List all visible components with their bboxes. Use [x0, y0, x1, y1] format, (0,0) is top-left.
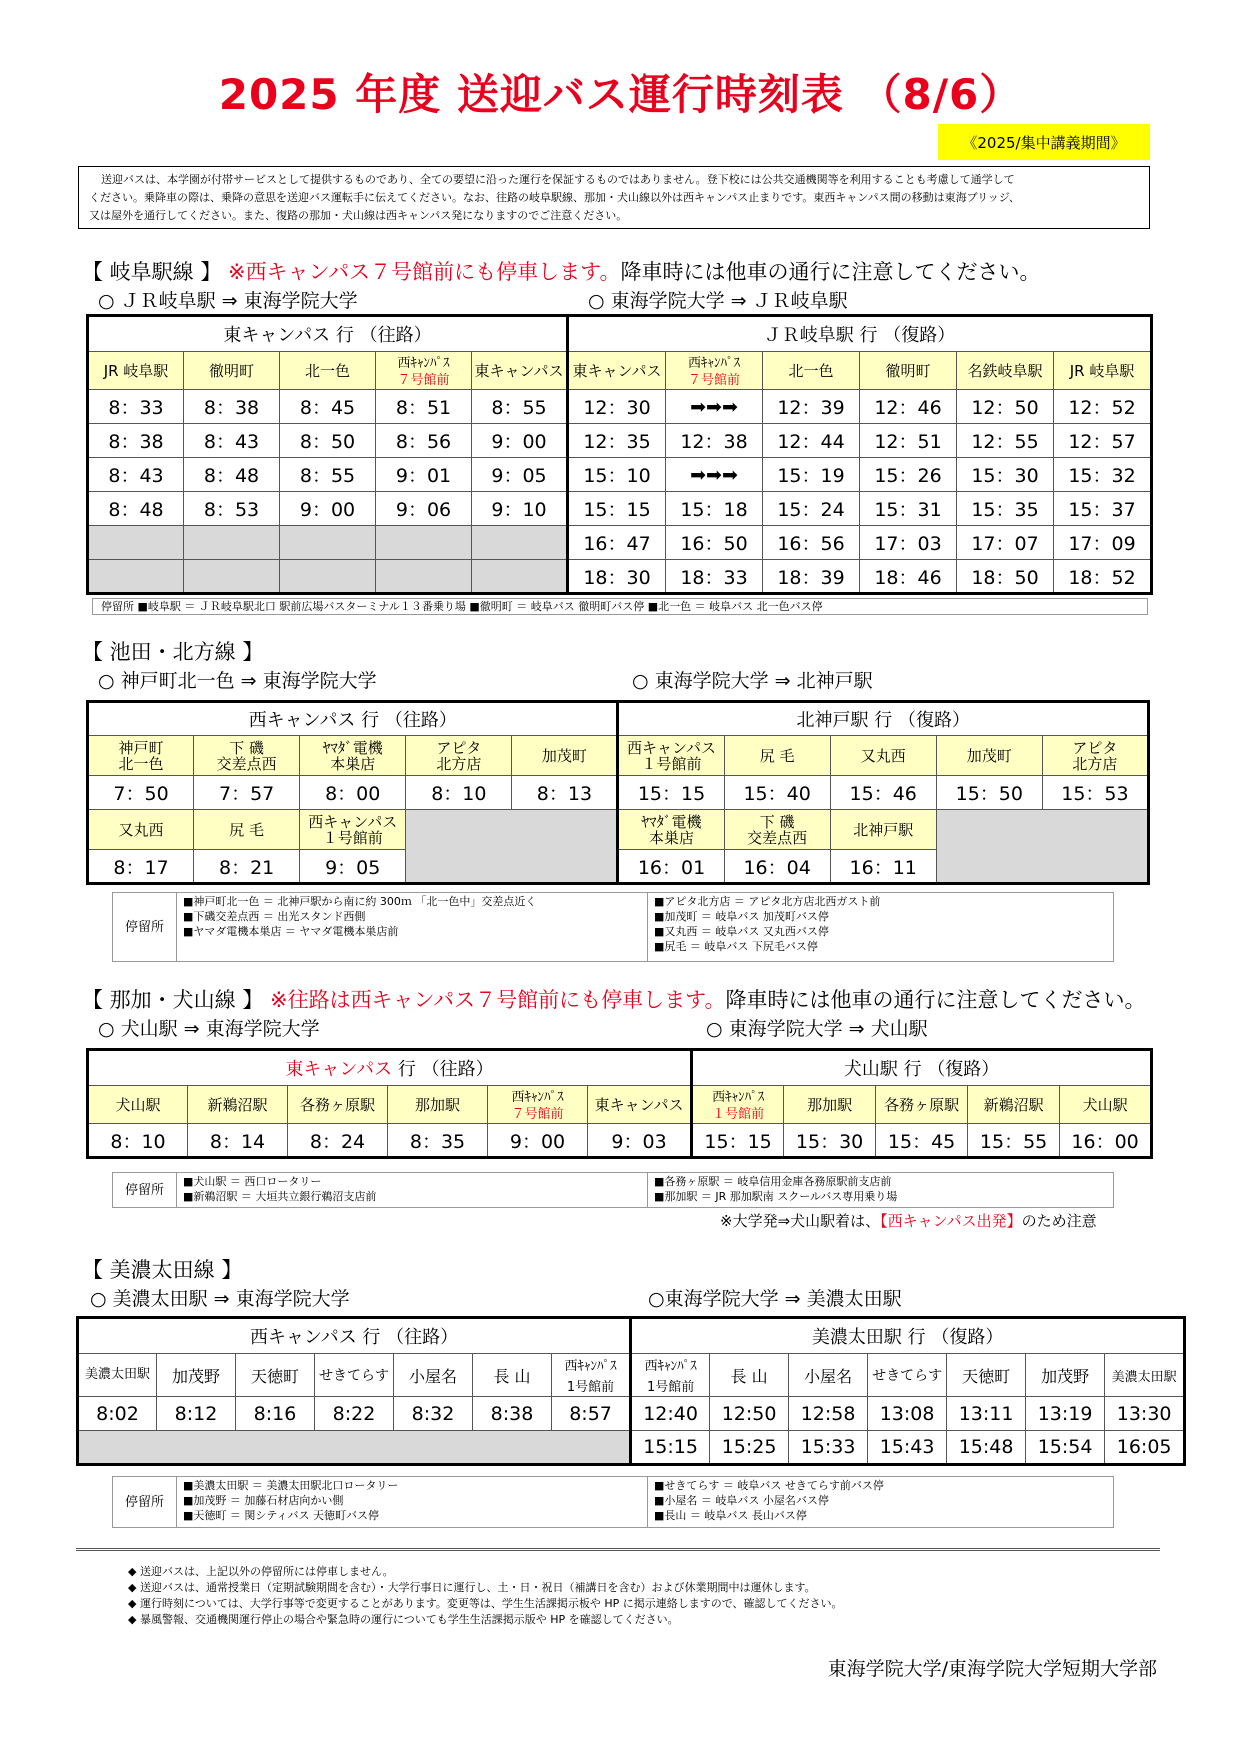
stop-name-line: 北神戸駅 [853, 820, 914, 839]
stops-left [177, 1173, 647, 1207]
stop-name-line: 西キャンパス [308, 812, 398, 831]
stop-name: 各務ヶ原駅 [288, 1086, 388, 1124]
time-cell: 9：01 [376, 458, 472, 492]
stop-name [376, 352, 472, 390]
stop-name-line2: １号館前 [641, 754, 702, 773]
time-cell: 15：15 [618, 776, 724, 810]
time-cell: 16：50 [666, 526, 763, 560]
time-cell: 12：57 [1054, 424, 1152, 458]
time-cell: 8:32 [394, 1397, 473, 1431]
time-cell: 8:16 [236, 1397, 315, 1431]
naka-note: 降車時には他車の通行に注意してください。 [725, 988, 1146, 1012]
naka-heading [82, 984, 1146, 1014]
stop-name-line2: 本巣店 [330, 754, 376, 773]
time-cell: 15：31 [860, 492, 957, 526]
stop-entry: ■せきてらす ＝ 岐阜バス せきてらす前バス停 [654, 1479, 884, 1492]
stops-right [647, 1477, 890, 1527]
stop-name [830, 810, 936, 850]
time-cell: 15：30 [957, 458, 1054, 492]
stop-name: せきてらす [868, 1354, 947, 1397]
stop-name: 天徳町 [236, 1354, 315, 1397]
time-cell: 15：19 [763, 458, 860, 492]
stop-name-line: 西ｷｬﾝﾊﾟｽ [712, 1089, 765, 1105]
time-cell: 8：50 [280, 424, 376, 458]
stop-name: 徹明町 [184, 352, 280, 390]
mino-heading: 【 美濃太田線 】 [82, 1258, 243, 1282]
stop-name-line2: ７号館前 [397, 372, 450, 388]
time-cell: 8:02 [78, 1397, 157, 1431]
empty-cell [88, 526, 184, 560]
time-cell: 12：38 [666, 424, 763, 458]
stop-entry: ■加茂町 ＝ 岐阜バス 加茂町バス停 [654, 910, 829, 923]
naka-out-header-rest: 行 （往路） [392, 1059, 494, 1080]
time-cell: 9：05 [472, 458, 568, 492]
empty-cell [88, 560, 184, 594]
stop-entry: ■アピタ北方店 ＝ アピタ北方店北西ガスト前 [654, 895, 881, 908]
time-cell: 15:48 [947, 1431, 1026, 1465]
stop-entry: ■小屋名 ＝ 岐阜バス 小屋名バス停 [654, 1494, 829, 1507]
stop-name [488, 1086, 588, 1124]
empty-cell [936, 810, 1148, 884]
stop-entry: ■新鵜沼駅 ＝ 大垣共立銀行鵜沼支店前 [183, 1190, 377, 1203]
stop-name: 天徳町 [947, 1354, 1026, 1397]
naka-dir-ret: ○ 東海学院大学 ⇒ 犬山駅 [706, 1018, 928, 1040]
time-cell: 12：55 [957, 424, 1054, 458]
bullet-item: ◆ 暴風警報、交通機関運行停止の場合や緊急時の運行についても学生生活課掲示版や HP を確認してください。 [128, 1613, 679, 1626]
time-cell: 16：11 [830, 850, 936, 884]
empty-cell [280, 526, 376, 560]
stop-name-line: 又丸西 [860, 746, 906, 765]
time-cell: 15:33 [789, 1431, 868, 1465]
empty-cell [184, 560, 280, 594]
stop-name: 徹明町 [860, 352, 957, 390]
time-cell: 18：46 [860, 560, 957, 594]
stop-name-line2: 北方店 [436, 754, 482, 773]
stop-name-line2: 北方店 [1072, 754, 1118, 773]
stop-entry: ■長山 ＝ 岐阜バス 長山バス停 [654, 1509, 807, 1522]
time-cell: 12:40 [631, 1397, 710, 1431]
stop-name [406, 736, 512, 776]
stops-left [177, 1477, 647, 1527]
time-cell: 15:15 [631, 1431, 710, 1465]
empty-cell [472, 560, 568, 594]
time-cell: 8：55 [280, 458, 376, 492]
stop-name: 美濃太田駅 [78, 1354, 157, 1397]
stop-entry: ■天徳町 ＝ 関シティバス 天徳町バス停 [183, 1509, 380, 1522]
time-cell: 15：37 [1054, 492, 1152, 526]
time-cell: 15：10 [568, 458, 666, 492]
time-cell: 12：52 [1054, 390, 1152, 424]
stop-name-line: ﾔﾏﾀﾞ電機 [322, 738, 383, 757]
stop-name-line2: 交差点西 [216, 754, 277, 773]
time-cell: 12：30 [568, 390, 666, 424]
stop-name [618, 736, 724, 776]
time-cell: 9：03 [588, 1124, 692, 1158]
time-cell: 15：40 [724, 776, 830, 810]
gifu-dir-out: ○ ＪＲ岐阜駅 ⇒ 東海学院大学 [98, 290, 358, 312]
bullet-item: ◆ 送迎バスは、通常授業日（定期試験期間を含む）・大学行事日に運行し、土・日・祝日（補講日を含む）および休業期間中は運休します。 [128, 1581, 816, 1594]
time-cell: 8：38 [88, 424, 184, 458]
notice-line: ください。乗降車の際は、乗降の意思を送迎バス運転手に伝えてください。なお、往路の岐阜駅線、那加・犬山線以外は西キャンパス止まりです。東西キャンパス間の移動は東海ブリッジ、 [89, 191, 1020, 204]
stop-name [512, 736, 618, 776]
time-cell: 18：52 [1054, 560, 1152, 594]
time-cell: 12：51 [860, 424, 957, 458]
time-cell: 17：07 [957, 526, 1054, 560]
stop-name-line2: 交差点西 [747, 828, 808, 847]
ikeda-dir-ret: ○ 東海学院大学 ⇒ 北神戸駅 [632, 670, 873, 692]
mino-ret-header: 美濃太田駅 行 （復路） [631, 1318, 1185, 1354]
time-cell: 8：13 [512, 776, 618, 810]
stop-name-line2: １号館前 [322, 828, 383, 847]
ikeda-heading: 【 池田・北方線 】 [82, 640, 264, 664]
stop-name-line: 神戸町 [118, 738, 164, 757]
empty-cell [472, 526, 568, 560]
time-cell: 15：45 [876, 1124, 968, 1158]
time-cell: 15：50 [936, 776, 1042, 810]
stop-name [936, 736, 1042, 776]
naka-ret-header: 犬山駅 行 （復路） [692, 1050, 1152, 1086]
stop-name: 那加駅 [388, 1086, 488, 1124]
stop-name: JR 岐阜駅 [88, 352, 184, 390]
stop-entry: ■尻毛 ＝ 岐阜バス 下尻毛バス停 [654, 940, 818, 953]
time-cell: 8：48 [184, 458, 280, 492]
empty-cell [280, 560, 376, 594]
stop-name [88, 736, 194, 776]
naka-note-red: ※往路は西キャンパス７号館前にも停車します。 [270, 988, 726, 1012]
time-cell: 8：17 [88, 850, 194, 884]
notice-line: 又は屋外を通行してください。また、復路の那加・犬山線は西キャンパス発になりますのでご注意ください。 [89, 209, 628, 222]
caution-post: のため注意 [1021, 1212, 1097, 1230]
mino-out-header: 西キャンパス 行 （往路） [78, 1318, 631, 1354]
stop-name: 那加駅 [784, 1086, 876, 1124]
gifu-ret-header: ＪＲ岐阜駅 行 （復路） [568, 316, 1152, 352]
time-cell: 17：03 [860, 526, 957, 560]
time-cell: 8：43 [88, 458, 184, 492]
time-cell: 17：09 [1054, 526, 1152, 560]
time-cell: 13:11 [947, 1397, 1026, 1431]
stop-name: 各務ヶ原駅 [876, 1086, 968, 1124]
stop-name: 新鵜沼駅 [188, 1086, 288, 1124]
stop-entry: ■下磯交差点西 ＝ 出光スタンド西側 [183, 910, 366, 923]
stop-entry: ■加茂野 ＝ 加藤石材店向かい側 [183, 1494, 344, 1507]
time-cell: 12:50 [710, 1397, 789, 1431]
time-cell: 16:05 [1105, 1431, 1185, 1465]
time-cell: ➡➡➡ [666, 390, 763, 424]
stop-name [692, 1086, 784, 1124]
ikeda-dir-out: ○ 神戸町北一色 ⇒ 東海学院大学 [98, 670, 377, 692]
time-cell: 18：39 [763, 560, 860, 594]
time-cell: 15：53 [1042, 776, 1148, 810]
stop-name-line: 加茂町 [966, 746, 1012, 765]
time-cell: 9：06 [376, 492, 472, 526]
naka-dir-out: ○ 犬山駅 ⇒ 東海学院大学 [98, 1018, 320, 1040]
stop-name: 長 山 [473, 1354, 552, 1397]
time-cell: 8：55 [472, 390, 568, 424]
time-cell: 8：33 [88, 390, 184, 424]
time-cell: 8:57 [552, 1397, 631, 1431]
stop-entry: ■各務ヶ原駅 ＝ 岐阜信用金庫各務原駅前支店前 [654, 1175, 892, 1188]
bullet-notes [128, 1564, 843, 1628]
stops-label: 停留所 [113, 1173, 177, 1207]
time-cell: 9：00 [472, 424, 568, 458]
stop-entry: ■美濃太田駅 ＝ 美濃太田駅北口ロータリー [183, 1479, 399, 1492]
time-cell: 15:43 [868, 1431, 947, 1465]
time-cell: 9：05 [300, 850, 406, 884]
time-cell: 12：35 [568, 424, 666, 458]
time-cell: 16：04 [724, 850, 830, 884]
stop-name [631, 1354, 710, 1397]
stop-name: 犬山駅 [1060, 1086, 1152, 1124]
time-cell: 12：44 [763, 424, 860, 458]
time-cell: 8：14 [188, 1124, 288, 1158]
caution-pre: ※大学発⇒犬山駅着は、 [720, 1212, 881, 1230]
stop-name: JR 岐阜駅 [1054, 352, 1152, 390]
time-cell: 8：24 [288, 1124, 388, 1158]
time-cell: 15：35 [957, 492, 1054, 526]
mino-stops-box [112, 1476, 1114, 1528]
stop-name-line: アピタ [436, 738, 482, 757]
time-cell: 8：48 [88, 492, 184, 526]
stop-entry: ■神戸町北一色 ＝ 北神戸駅から南に約 300ｍ 「北一色中」交差点近く [183, 895, 537, 908]
time-cell: 8:12 [157, 1397, 236, 1431]
gifu-timetable [86, 314, 1153, 595]
gifu-stops-note: 停留所 ■岐阜駅 ＝ ＪＲ岐阜駅北口 駅前広場バスターミナル１３番乗り場 ■徹明町 ＝ 岐阜バス 徹明町バス停 ■北一色 ＝ 岐阜バス 北一色バス停 [92, 598, 1148, 615]
empty-cell [184, 526, 280, 560]
bullet-item: ◆ 運行時刻については、大学行事等で変更することがあります。変更等は、学生生活課掲示板や HP に掲示連絡しますので、確認してください。 [128, 1597, 843, 1610]
ikeda-ret-header: 北神戸駅 行 （復路） [618, 702, 1149, 736]
time-cell: 15：18 [666, 492, 763, 526]
stop-name [300, 736, 406, 776]
time-cell: 7：57 [194, 776, 300, 810]
stops-right [647, 893, 886, 961]
ikeda-timetable [86, 700, 1150, 885]
stop-name: 新鵜沼駅 [968, 1086, 1060, 1124]
period-badge: 《2025/集中講義期間》 [938, 124, 1150, 160]
naka-stops-box [112, 1172, 1114, 1208]
stop-name: 長 山 [710, 1354, 789, 1397]
naka-out-header-red: 東キャンパス [285, 1059, 393, 1080]
stop-name-line2: 北一色 [118, 754, 164, 773]
stop-name-line: 西ｷｬﾝﾊﾟｽ [644, 1359, 697, 1374]
stops-label: 停留所 [113, 1477, 177, 1527]
caution-red: 【西キャンパス出発】 [880, 1212, 1022, 1230]
time-cell: 15:54 [1026, 1431, 1105, 1465]
stop-name: 北一色 [280, 352, 376, 390]
time-cell: 15：15 [568, 492, 666, 526]
ikeda-stops-box [112, 892, 1114, 962]
time-cell: 12：46 [860, 390, 957, 424]
stop-entry: ■犬山駅 ＝ 西口ロータリー [183, 1175, 322, 1188]
stop-name-line: 西ｷｬﾝﾊﾟｽ [511, 1089, 564, 1105]
stop-name: せきてらす [315, 1354, 394, 1397]
naka-caution [720, 1210, 1097, 1231]
time-cell: 12：50 [957, 390, 1054, 424]
stop-name-line2: 本巣店 [649, 828, 695, 847]
gifu-dir-ret: ○ 東海学院大学 ⇒ ＪＲ岐阜駅 [588, 290, 848, 312]
empty-cell [78, 1431, 631, 1465]
time-cell: 8:22 [315, 1397, 394, 1431]
stop-name-line: ﾔﾏﾀﾞ電機 [641, 812, 702, 831]
stop-name: 加茂野 [157, 1354, 236, 1397]
stop-name [830, 736, 936, 776]
notice-line: 送迎バスは、本学園が付帯サービスとして提供するものであり、全ての要望に沿った運行を保証するものではありません。登下校には公共交通機関等を利用することも考慮して通学して [101, 173, 1015, 186]
stop-name: 犬山駅 [88, 1086, 188, 1124]
time-cell: 13:30 [1105, 1397, 1185, 1431]
time-cell: 8：35 [388, 1124, 488, 1158]
stop-name: 小屋名 [394, 1354, 473, 1397]
time-cell: 16：00 [1060, 1124, 1152, 1158]
stop-name: 加茂野 [1026, 1354, 1105, 1397]
time-cell: 8:38 [473, 1397, 552, 1431]
gifu-heading [82, 256, 1041, 286]
time-cell: 9：10 [472, 492, 568, 526]
page-title: 2025 年度 送迎バス運行時刻表 （8/6） [218, 70, 1023, 119]
footer-org: 東海学院大学/東海学院大学短期大学部 [827, 1658, 1157, 1680]
time-cell: 9：00 [280, 492, 376, 526]
time-cell: 8：53 [184, 492, 280, 526]
stop-name-line: 加茂町 [541, 746, 587, 765]
stop-name-line: 西ｷｬﾝﾊﾟｽ [564, 1359, 617, 1374]
stops-right [647, 1173, 903, 1207]
time-cell: 16：47 [568, 526, 666, 560]
time-cell: 15：26 [860, 458, 957, 492]
time-cell: 16：01 [618, 850, 724, 884]
time-cell: ➡➡➡ [666, 458, 763, 492]
time-cell: 12:58 [789, 1397, 868, 1431]
notice-box [78, 166, 1150, 229]
time-cell: 8：43 [184, 424, 280, 458]
stop-name: 東キャンパス [568, 352, 666, 390]
stop-name-line: 尻 毛 [229, 820, 265, 839]
stop-name: 名鉄岐阜駅 [957, 352, 1054, 390]
bullet-item: ◆ 送迎バスは、上記以外の停留所には停車しません。 [128, 1565, 394, 1578]
stop-name [666, 352, 763, 390]
naka-title: 【 那加・犬山線 】 [82, 988, 264, 1012]
stop-name-line: 下 磯 [759, 812, 795, 831]
stop-name-line2: １号館前 [712, 1106, 765, 1122]
stops-left [177, 893, 647, 961]
stop-name [552, 1354, 631, 1397]
divider [76, 1548, 1160, 1551]
stop-name-line: 又丸西 [118, 820, 164, 839]
stop-name: 東キャンパス [472, 352, 568, 390]
stop-name: 美濃太田駅 [1105, 1354, 1185, 1397]
time-cell: 8：10 [88, 1124, 188, 1158]
stop-name [618, 810, 724, 850]
empty-cell [376, 526, 472, 560]
stop-name-line2: ７号館前 [511, 1106, 564, 1122]
time-cell: 8：00 [300, 776, 406, 810]
stop-name-line2: 1号館前 [646, 1380, 695, 1395]
stop-name-line2: ７号館前 [688, 372, 741, 388]
gifu-title: 【 岐阜駅線 】 [82, 260, 222, 284]
time-cell: 15：24 [763, 492, 860, 526]
time-cell: 16：56 [763, 526, 860, 560]
stops-label: 停留所 [113, 893, 177, 961]
stop-name: 北一色 [763, 352, 860, 390]
time-cell: 18：33 [666, 560, 763, 594]
stop-name [1042, 736, 1148, 776]
time-cell: 8：38 [184, 390, 280, 424]
time-cell: 8：51 [376, 390, 472, 424]
stop-name-line: 下 磯 [229, 738, 265, 757]
time-cell: 18：50 [957, 560, 1054, 594]
mino-timetable [76, 1316, 1186, 1466]
stop-name: 東キャンパス [588, 1086, 692, 1124]
stop-name-line: 尻 毛 [759, 746, 795, 765]
stop-name [724, 736, 830, 776]
time-cell: 12：39 [763, 390, 860, 424]
stop-name [300, 810, 406, 850]
stop-name [88, 810, 194, 850]
empty-cell [376, 560, 472, 594]
time-cell: 7：50 [88, 776, 194, 810]
mino-dir-ret: ○東海学院大学 ⇒ 美濃太田駅 [648, 1288, 902, 1310]
time-cell: 8：45 [280, 390, 376, 424]
naka-out-header [88, 1050, 692, 1086]
stop-name [194, 810, 300, 850]
gifu-note-red: ※西キャンパス７号館前にも停車します。 [228, 260, 621, 284]
stop-name-line: 西キャンパス [627, 738, 716, 757]
time-cell: 15：46 [830, 776, 936, 810]
time-cell: 15：55 [968, 1124, 1060, 1158]
ikeda-out-header: 西キャンパス 行 （往路） [88, 702, 618, 736]
time-cell: 15：32 [1054, 458, 1152, 492]
time-cell: 8：21 [194, 850, 300, 884]
empty-cell [406, 810, 618, 884]
mino-dir-out: ○ 美濃太田駅 ⇒ 東海学院大学 [90, 1288, 350, 1310]
time-cell: 13:08 [868, 1397, 947, 1431]
time-cell: 13:19 [1026, 1397, 1105, 1431]
stop-name: 小屋名 [789, 1354, 868, 1397]
time-cell: 9：00 [488, 1124, 588, 1158]
stop-entry: ■又丸西 ＝ 岐阜バス 又丸西バス停 [654, 925, 829, 938]
gifu-note: 降車時には他車の通行に注意してください。 [620, 260, 1041, 284]
stop-name-line: アピタ [1072, 738, 1118, 757]
time-cell: 8：10 [406, 776, 512, 810]
stop-name [724, 810, 830, 850]
stop-name [194, 736, 300, 776]
naka-timetable [86, 1048, 1153, 1159]
gifu-out-header: 東キャンパス 行 （往路） [88, 316, 568, 352]
time-cell: 8：56 [376, 424, 472, 458]
time-cell: 15：15 [692, 1124, 784, 1158]
time-cell: 15：30 [784, 1124, 876, 1158]
stop-name-line: 西ｷｬﾝﾊﾟｽ [397, 355, 450, 371]
stop-entry: ■那加駅 ＝ JR 那加駅南 スクールバス専用乗り場 [654, 1190, 898, 1203]
stop-name-line2: 1号館前 [566, 1380, 615, 1395]
time-cell: 15:25 [710, 1431, 789, 1465]
stop-name-line: 西ｷｬﾝﾊﾟｽ [688, 355, 741, 371]
time-cell: 18：30 [568, 560, 666, 594]
stop-entry: ■ヤマダ電機本巣店 ＝ ヤマダ電機本巣店前 [183, 925, 399, 938]
